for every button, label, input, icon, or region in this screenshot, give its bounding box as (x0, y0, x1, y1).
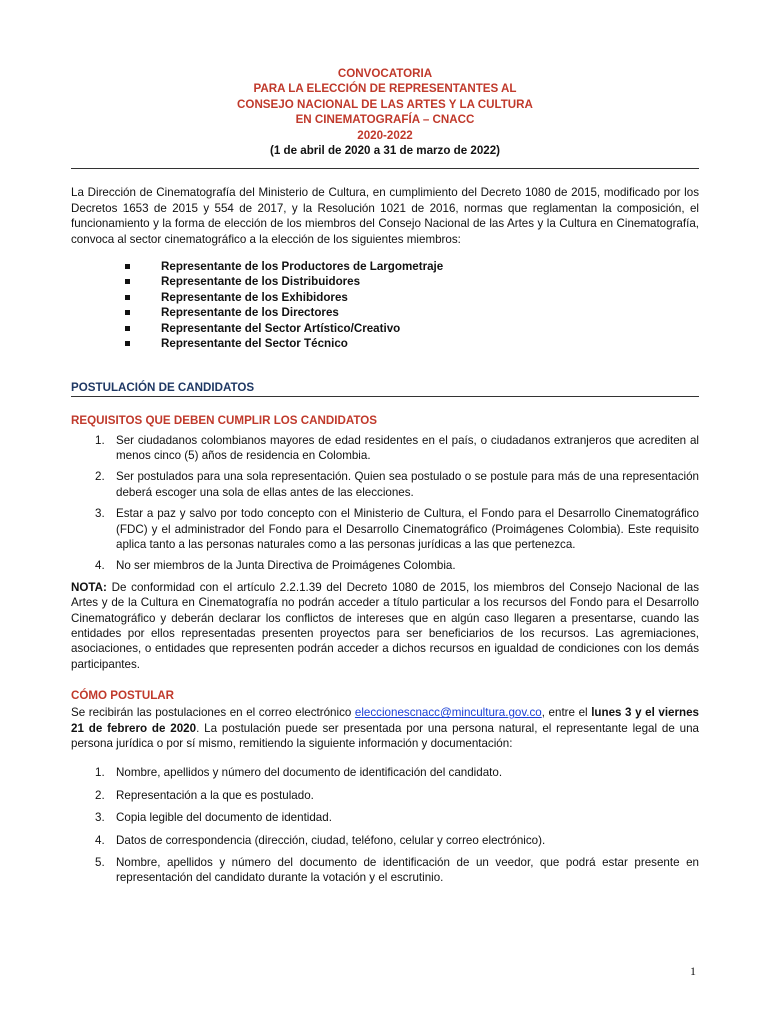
item-number: 4. (95, 833, 105, 847)
item-number: 4. (95, 559, 105, 573)
page-number: 1 (690, 964, 696, 978)
item-text: Nombre, apellidos y número del documento de identificación de un veedor, que podrá estar presente en representación del candidato durante la votación y el escrutinio. (116, 856, 699, 885)
member-label: Representante de los Productores de Largometraje (161, 260, 444, 274)
item-number: 3. (95, 811, 105, 825)
item-text: Datos de correspondencia (dirección, ciudad, teléfono, celular y correo electrónico). (116, 833, 546, 847)
member-label: Representante del Sector Técnico (161, 337, 348, 351)
item-text: Ser postulados para una sola representación. Quien sea postulado o se postule para más de una representación deberá escoger una sola de ellas antes de las elecciones. (116, 470, 699, 499)
list-item (71, 290, 699, 305)
subheading-como-postular: CÓMO POSTULAR (71, 689, 175, 703)
list-item (71, 506, 699, 552)
bullet-square-icon (125, 279, 130, 284)
title-line-3: CONSEJO NACIONAL DE LAS ARTES Y LA CULTURA (237, 97, 533, 111)
member-label: Representante de los Exhibidores (161, 290, 348, 304)
nota-text: De conformidad con el artículo 2.2.1.39 del Decreto 1080 de 2015, los miembros del Consejo Nacional de las Artes y de la Cultura en Cinematografía no podrán acceder a título particular a los recursos del Fondo para el Desarrollo Cinematográfico y deberán declarar los conflictos de intereses que en algún caso llegaren a presentarse, cuando las entidades por ellos representadas presenten proyectos para ser beneficiarios de los recursos. Las agremiaciones, asociaciones, o entidades que representen podrán acceder a dichos recursos en igualdad de condiciones con los demás participantes. (71, 580, 699, 671)
title-divider (71, 168, 699, 169)
list-item (71, 855, 699, 886)
como-dates: lunes 3 y el viernes 21 de febrero de 2020 (71, 706, 699, 735)
documentos-list (71, 765, 699, 885)
como-text-start: Se recibirán las postulaciones en el correo electrónico (71, 706, 355, 720)
title-line-2: PARA LA ELECCIÓN DE REPRESENTANTES AL (253, 82, 517, 96)
item-text: Copia legible del documento de identidad. (116, 811, 332, 825)
list-item (71, 469, 699, 500)
list-item (71, 788, 699, 803)
nota-label: NOTA: (71, 580, 107, 594)
list-item (71, 433, 699, 464)
item-text: No ser miembros de la Junta Directiva de Proimágenes Colombia. (116, 559, 456, 573)
section-heading-postulacion: POSTULACIÓN DE CANDIDATOS (71, 380, 699, 397)
intro-paragraph: La Dirección de Cinematografía del Ministerio de Cultura, en cumplimiento del Decreto 1080 de 2015, modificado por los Decretos 1653 de 2015 y 554 de 2017, y la Resolución 1021 de 2016, normas que reglamentan la composición, el funcionamiento y la forma de elección de los miembros del Consejo Nacional de las Artes y la Cultura en Cinematografía, convoca al sector cinematográfico a la elección de los siguientes miembros: (71, 186, 699, 246)
list-item (71, 321, 699, 336)
title-line-1: CONVOCATORIA (337, 67, 433, 80)
title-dates: (1 de abril de 2020 a 31 de marzo de 2022) (269, 144, 501, 158)
list-item (71, 274, 699, 289)
bullet-square-icon (125, 310, 130, 315)
item-text: Estar a paz y salvo por todo concepto con el Ministerio de Cultura, el Fondo para el Desarrollo Cinematográfico (FDC) y el administrador del Fondo para el Desarrollo Cinematográfico (Proimágenes Colombia). Este requisito aplica tanto a las personas naturales como a las personas jurídicas a las que pertenezca. (116, 507, 699, 551)
members-list (71, 259, 699, 351)
list-item (71, 833, 699, 848)
como-text-end: . La postulación puede ser presentada por una persona natural, el representante legal de una persona jurídica o por sí mismo, remitiendo la siguiente información y documentación: (71, 721, 699, 750)
bullet-square-icon (125, 341, 130, 346)
member-label: Representante de los Distribuidores (161, 275, 361, 289)
member-label: Representante de los Directores (161, 306, 339, 320)
requisitos-list (71, 433, 699, 574)
document-title (71, 66, 699, 158)
title-line-4: EN CINEMATOGRAFÍA – CNACC (295, 113, 475, 127)
item-text: Ser ciudadanos colombianos mayores de edad residentes en el país, o ciudadanos extranjeros que acrediten al menos cinco (5) años de residencia en Colombia. (116, 433, 699, 462)
bullet-square-icon (125, 295, 130, 300)
nota-paragraph (71, 580, 699, 672)
document-page (71, 66, 699, 893)
como-paragraph (71, 705, 699, 751)
list-item (71, 765, 699, 780)
item-number: 2. (95, 788, 105, 802)
list-item (71, 259, 699, 274)
member-label: Representante del Sector Artístico/Creativo (161, 321, 401, 335)
item-number: 5. (95, 856, 105, 870)
bullet-square-icon (125, 326, 130, 331)
item-number: 1. (95, 433, 105, 447)
list-item (71, 558, 699, 573)
bullet-square-icon (125, 264, 130, 269)
list-item (71, 305, 699, 320)
list-item (71, 810, 699, 825)
item-number: 3. (95, 507, 105, 521)
item-number: 1. (95, 766, 105, 780)
list-item (71, 336, 699, 351)
title-years: 2020-2022 (357, 128, 413, 142)
item-text: Nombre, apellidos y número del documento de identificación del candidato. (116, 766, 503, 780)
como-text-mid: , entre el (541, 706, 592, 720)
subheading-requisitos: REQUISITOS QUE DEBEN CUMPLIR LOS CANDIDATOS (71, 413, 377, 427)
item-number: 2. (95, 470, 105, 484)
item-text: Representación a la que es postulado. (116, 788, 314, 802)
email-link[interactable]: eleccionescnacc@mincultura.gov.co (354, 706, 542, 720)
